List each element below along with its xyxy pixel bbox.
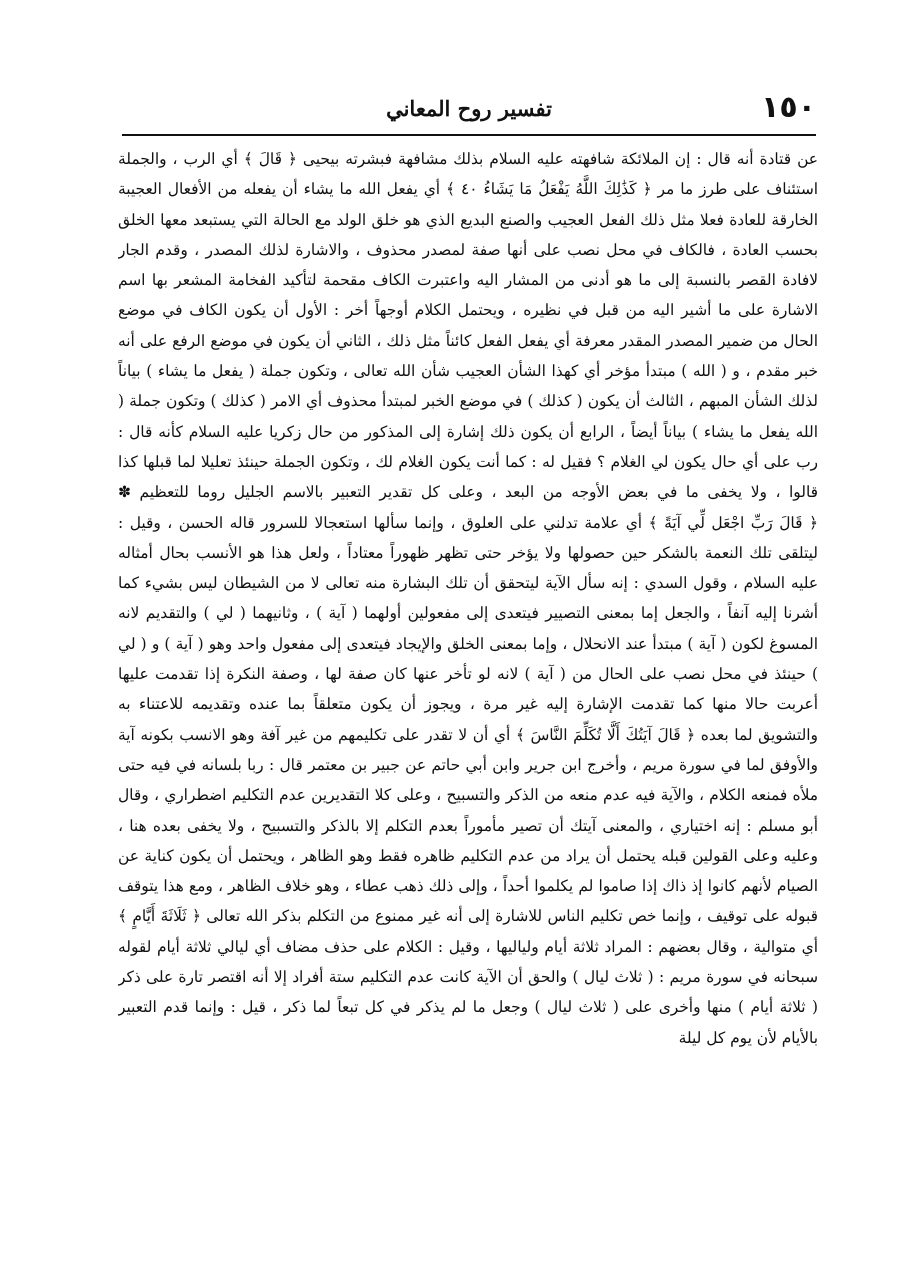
paragraph-commentary-1: عن قتادة أنه قال : إن الملائكة شافهته عليه السلام بذلك مشافهة فبشرته بيحيى ﴿ قَالَ ﴾ أي الرب ، والجملة استئناف على طرز ما مر ﴿ كَذَٰلِكَ اللَّهُ يَفْعَلُ مَا يَشَاءُ ٤٠ ﴾ أي يفعل الله ما يشاء أن يفعله من الأفعال العجيبة الخارقة للعادة فعلا مثل ذلك الفعل العجيب والصنع البديع الذي هو خلق الولد مع الحالة التي يستبعد معها الخلق بحسب العادة ، فالكاف في محل نصب على أنها صفة لمصدر محذوف ، والاشارة لذلك المصدر ، وقدم الجار لافادة القصر بالنسبة إلى ما هو أدنى من المشار اليه واعتبرت الكاف مقحمة لتأكيد الفخامة المشعر بها اسم الاشارة على ما أشير اليه من قبل في نظيره ، ويحتمل الكلام أوجهاً أخر : الأول أن يكون الكاف في موضع الحال من ضمير المصدر المقدر معرفة أي يفعل الفعل كائناً مثل ذلك ، الثاني أن يكون في موضع الرفع على أنه خبر مقدم ، و ( الله ) مبتدأ مؤخر أي كهذا الشأن العجيب شأن الله تعالى ، وتكون جملة ( يفعل ما يشاء ) بياناً لذلك الشأن المبهم ، الثالث أن يكون ( كذلك ) في موضع الخبر لمبتدأ محذوف أي الامر ( كذلك ) وتكون جملة ( الله يفعل ما يشاء ) بياناً أيضاً ، الرابع أن يكون ذلك إشارة إلى المذكور من حال زكريا عليه السلام كأنه قال : رب على أي حال يكون لي الغلام ؟ فقيل له : كما أنت يكون الغلام لك ، وتكون الجملة حينئذ تعليلا لما قبلها كذا قالوا ، ولا يخفى ما في بعض الأوجه من البعد ، وعلى كل تقدير التعبير بالاسم الجليل روما للتعظيم ✽ bbox=[118, 150, 818, 502]
page-header bbox=[122, 84, 816, 136]
running-title: تفسير روح المعاني bbox=[386, 96, 552, 121]
paragraph-commentary-2: ﴿ قَالَ رَبِّ اجْعَل لِّي آيَةً ﴾ أي علامة تدلني على العلوق ، وإنما سألها استعجالا للسرور قاله الحسن ، وقيل : ليتلقى تلك النعمة بالشكر حين حصولها ولا يؤخر حتى تظهر ظهوراً معتاداً ، ولعل هذا هو الأنسب بحال أمثاله عليه السلام ، وقول السدي : إنه سأل الآية ليتحقق أن تلك البشارة منه تعالى لا من الشيطان ليس بشيء كما أشرنا إليه آنفاً ، والجعل إما بمعنى التصيير فيتعدى إلى مفعولين أولهما ( آية ) ، وثانيهما ( لي ) والتقديم لانه المسوغ لكون ( آية ) مبتدأ عند الانحلال ، وإما بمعنى الخلق والإيجاد فيتعدى إلى مفعول واحد وهو ( آية ) و ( لي ) حينئذ في محل نصب على الحال من ( آية ) لانه لو تأخر عنها كان صفة لها ، وصفة النكرة إذا تقدمت عليها أعربت حالا منها كما تقدمت الإشارة إليه غير مرة ، ويجوز أن يكون متعلقاً بما عنده وتقديمه للاعتناء به والتشويق لما بعده ﴿ قَالَ آيَتُكَ أَلَّا تُكَلِّمَ النَّاسَ ﴾ أي أن لا تقدر على تكليمهم من غير آفة وهو الانسب بكونه آية والأوفق لما في سورة مريم ، وأخرج ابن جرير وابن أبي حاتم عن جبير بن معتمر قال : ربا بلسانه في فيه حتى ملأه فمنعه الكلام ، والآية فيه عدم منعه من الذكر والتسبيح ، وعلى كلا التقديرين عدم التكليم اضطراري ، وقال أبو مسلم : إنه اختياري ، والمعنى آيتك أن تصير مأموراً بعدم التكلم إلا بالذكر والتسبيح ، ولا يخفى بعده هنا ، وعليه وعلى القولين قبله يحتمل أن يراد من عدم التكليم ظاهره فقط وهو الظاهر ، ويحتمل أن يكون كناية عن الصيام لأنهم كانوا إذ ذاك إذا صاموا لم يكلموا أحداً ، وإلى ذلك ذهب عطاء ، وهو خلاف الظاهر ، ومع هذا يتوقف قبوله على توقيف ، وإنما خص تكليم الناس للاشارة إلى أنه غير ممنوع من التكلم بذكر الله تعالى ﴿ ثَلَاثَةَ أَيَّامٍ ﴾ أي متوالية ، وقال بعضهم : المراد ثلاثة أيام ولياليها ، وقيل : الكلام على حذف مضاف أي ليالي ثلاثة أيام لقوله سبحانه في سورة مريم : ( ثلاث ليال ) والحق أن الآية كانت عدم التكليم ستة أفراد إلا أنه اقتصر تارة على ذكر ( ثلاثة أيام ) منها وأخرى على ( ثلاث ليال ) وجعل ما لم يذكر في كل تبعاً لما ذكر ، قيل : وإنما قدم التعبير بالأيام لأن يوم كل ليلة bbox=[118, 513, 818, 1047]
body-text bbox=[118, 144, 818, 1254]
page-number: ١٥٠ bbox=[761, 90, 816, 125]
